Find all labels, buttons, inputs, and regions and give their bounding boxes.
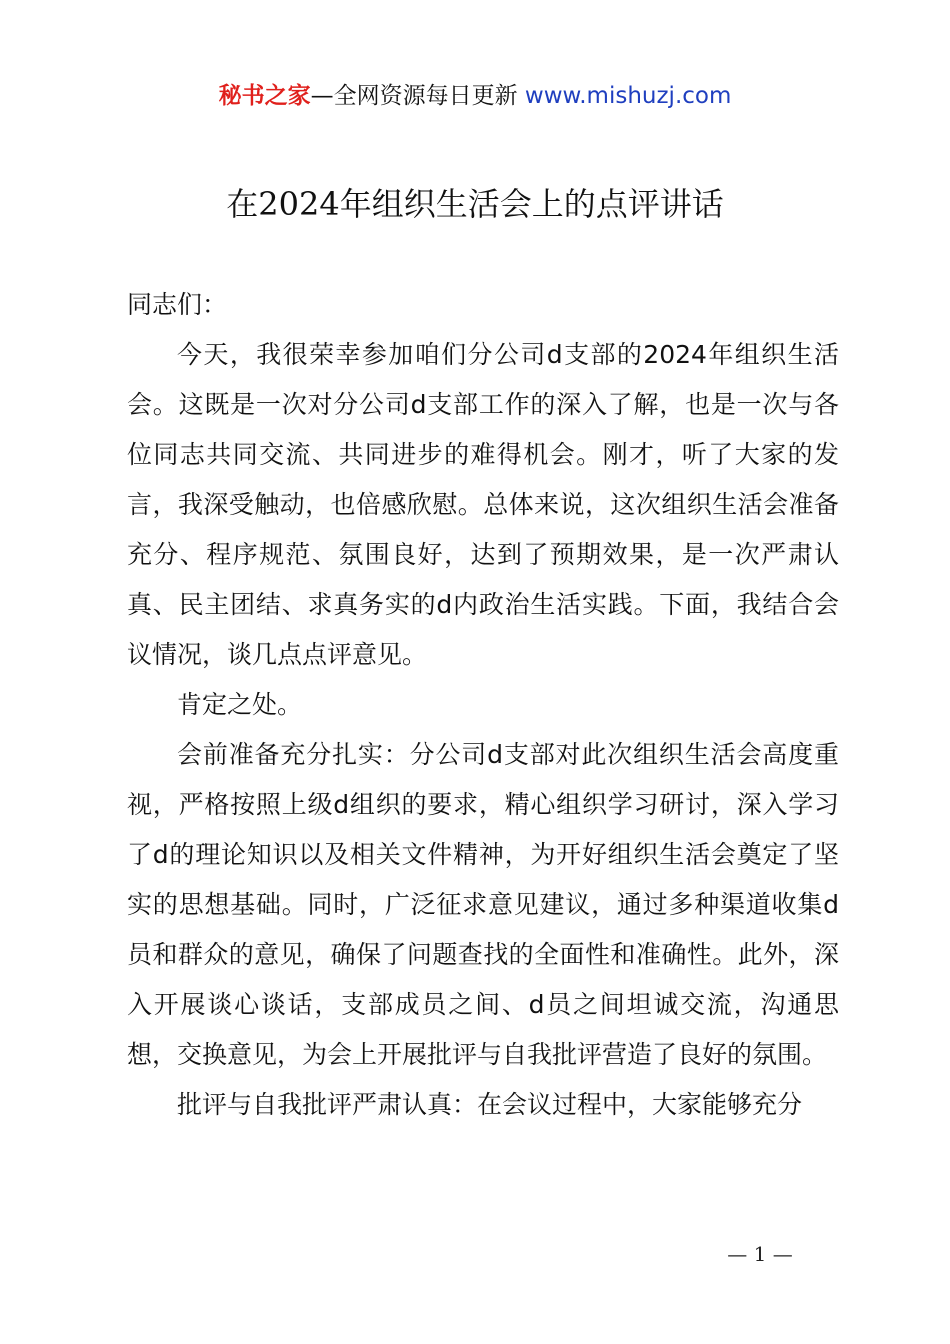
section-heading-affirmation: 肯定之处。 [177,690,303,719]
document-body [127,280,839,1130]
site-brand: 秘书之家 [218,83,311,109]
paragraph-preparation: 会前准备充分扎实：分公司d支部对此次组织生活会高度重视，严格按照上级d组织的要求，精心组织学习研讨，深入学习了d的理论知识以及相关文件精神，为开好组织生活会奠定了坚实的思想基础。同时，广泛征求意见建议，通过多种渠道收集d员和群众的意见，确保了问题查找的全面性和准确性。此外，深入开展谈心谈话，支部成员之间、d员之间坦诚交流，沟通思想，交换意见，为会上开展批评与自我批评营造了良好的氛围。 [127,740,839,1069]
site-url-link[interactable]: www.mishuzj.com [524,83,732,109]
site-tagline: —全网资源每日更新 [310,83,525,109]
document-title: 在2024年组织生活会上的点评讲话 [226,185,724,223]
paragraph-criticism: 批评与自我批评严肃认真：在会议过程中，大家能够充分 [177,1090,803,1119]
site-banner [0,80,950,112]
paragraph-opening: 今天，我很荣幸参加咱们分公司d支部的2024年组织生活会。这既是一次对分公司d支部工作的深入了解，也是一次与各位同志共同交流、共同进步的难得机会。刚才，听了大家的发言，我深受触动，也倍感欣慰。总体来说，这次组织生活会准备充分、程序规范、氛围良好，达到了预期效果，是一次严肃认真、民主团结、求真务实的d内政治生活实践。下面，我结合会议情况，谈几点点评意见。 [127,340,839,669]
salutation: 同志们： [127,290,228,319]
page-number: — 1 — [727,1242,793,1266]
